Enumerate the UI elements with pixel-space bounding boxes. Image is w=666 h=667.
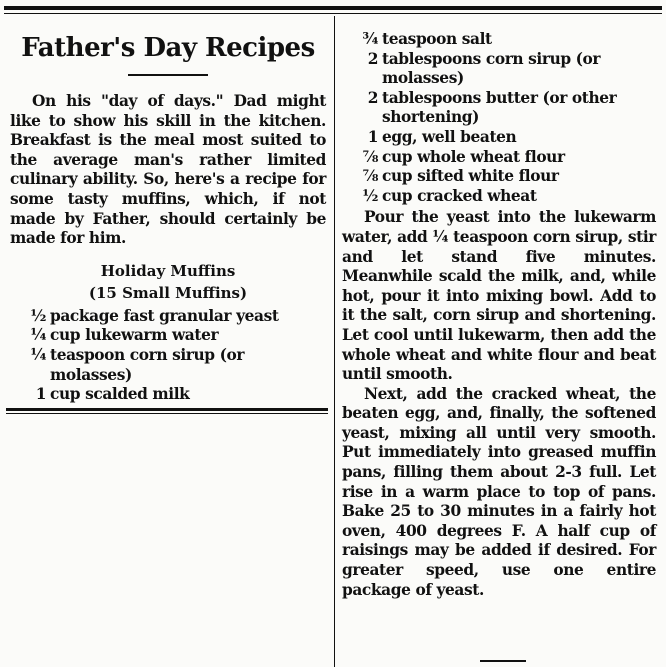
right-column: [342, 30, 656, 600]
ingredient-qty: ⅞: [362, 147, 378, 166]
ingredient-text: tablespoons corn sirup (or molasses): [382, 49, 601, 88]
article-title: Father's Day Recipes: [21, 33, 315, 63]
ingredient-item: [10, 385, 326, 405]
ingredient-item: [10, 346, 326, 385]
ingredient-qty: ½: [30, 306, 46, 325]
ingredient-text: cup sifted white flour: [382, 167, 559, 186]
ingredient-item: [342, 89, 656, 128]
left-column: [10, 26, 326, 405]
ingredient-list-left: [10, 307, 326, 405]
end-rule: [480, 660, 526, 662]
left-bottom-rule-thin: [6, 413, 328, 414]
ingredient-item: [342, 30, 656, 50]
ingredient-item: [10, 307, 326, 327]
ingredient-text: cup whole wheat flour: [382, 147, 565, 166]
ingredient-qty: 1: [367, 127, 378, 146]
ingredient-text: tablespoons butter (or other shortening): [382, 88, 617, 127]
recipe-yield: (15 Small Muffins): [88, 283, 248, 302]
ingredient-qty: ½: [362, 186, 378, 205]
ingredient-item: [342, 50, 656, 89]
recipe-name: Holiday Muffins: [100, 261, 236, 280]
ingredient-item: [342, 128, 656, 148]
top-rule: [4, 6, 662, 10]
ingredient-qty: ¼: [30, 345, 46, 364]
ingredient-text: egg, well beaten: [382, 127, 517, 146]
ingredient-qty: 2: [367, 88, 378, 107]
ingredient-text: cup lukewarm water: [50, 326, 219, 345]
title-underline: [128, 74, 208, 76]
ingredient-text: cup scalded milk: [50, 385, 190, 404]
top-rule-thin: [4, 13, 662, 14]
ingredient-text: teaspoon corn sirup (or molasses): [50, 345, 245, 384]
column-divider: [334, 16, 335, 667]
ingredient-item: [342, 187, 656, 207]
left-bottom-rule: [6, 408, 328, 411]
ingredient-list-right: [342, 30, 656, 206]
intro-paragraph: On his "day of days." Dad might like to show his skill in the kitchen. Breakfast is the meal most suited to the average man's rather limited culinary ability. So, here's a recipe for some tasty muffins, which, if not made by Father, should certainly be made for him.: [10, 92, 326, 248]
ingredient-qty: ¼: [30, 326, 46, 345]
ingredient-text: package fast granular yeast: [50, 306, 279, 325]
ingredient-qty: 2: [367, 49, 378, 68]
directions-paragraph-1: Pour the yeast into the lukewarm water, add ¼ teaspoon corn sirup, stir and let stand five minutes. Meanwhile scald the milk, and, while hot, pour it into mixing bowl. Add to it the salt, corn sirup and shortening. Let cool until lukewarm, then add the whole wheat and white flour and beat until smooth.: [342, 208, 656, 384]
directions-paragraph-2: Next, add the cracked wheat, the beaten egg, and, finally, the softened yeast, mixing all until very smooth. Put immediately into greased muffin pans, filling them about 2-3 full. Let rise in a warm place to top of pans. Bake 25 to 30 minutes in a fairly hot oven, 400 degrees F. A half cup of raisings may be added if desired. For greater speed, use one entire package of yeast.: [342, 384, 656, 599]
ingredient-text: cup cracked wheat: [382, 186, 537, 205]
ingredient-item: [10, 326, 326, 346]
ingredient-qty: 1: [35, 385, 46, 404]
ingredient-item: [342, 148, 656, 168]
ingredient-item: [342, 167, 656, 187]
ingredient-qty: ⅞: [362, 167, 378, 186]
ingredient-qty: ¾: [362, 30, 378, 48]
ingredient-text: teaspoon salt: [382, 30, 492, 48]
